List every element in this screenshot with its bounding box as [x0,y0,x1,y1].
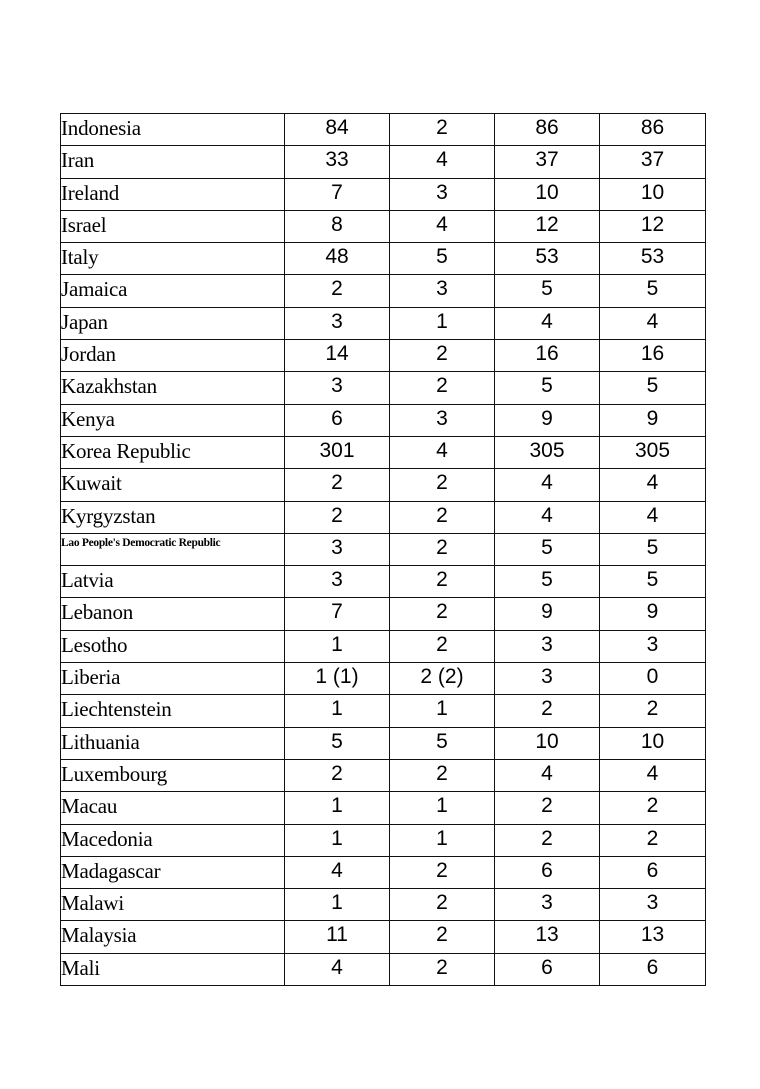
value-cell-col2: 4 [390,146,495,178]
country-cell: Korea Republic [61,436,285,468]
value-cell-col3: 10 [495,178,600,210]
table-row [61,630,706,662]
value-cell-col4: 2 [600,792,706,824]
value-cell-col3: 5 [495,533,600,565]
value-cell-col4: 305 [600,436,706,468]
value-cell-col3: 53 [495,243,600,275]
value-cell-col3: 16 [495,340,600,372]
table-row [61,210,706,242]
value-cell-col2: 4 [390,210,495,242]
value-cell-col3: 10 [495,727,600,759]
value-cell-col1: 1 [285,889,390,921]
value-cell-col1: 3 [285,372,390,404]
country-cell: Jamaica [61,275,285,307]
value-cell-col2: 2 (2) [390,663,495,695]
value-cell-col3: 2 [495,695,600,727]
value-cell-col2: 2 [390,533,495,565]
value-cell-col1: 8 [285,210,390,242]
value-cell-col1: 3 [285,533,390,565]
value-cell-col4: 9 [600,404,706,436]
value-cell-col2: 2 [390,598,495,630]
table-row [61,921,706,953]
value-cell-col4: 6 [600,856,706,888]
country-cell: Indonesia [61,114,285,146]
value-cell-col4: 12 [600,210,706,242]
country-table [60,113,706,986]
value-cell-col3: 86 [495,114,600,146]
table-row [61,178,706,210]
country-cell: Iran [61,146,285,178]
value-cell-col4: 0 [600,663,706,695]
value-cell-col4: 5 [600,372,706,404]
value-cell-col2: 4 [390,436,495,468]
table-row [61,243,706,275]
table-row [61,275,706,307]
table-row [61,566,706,598]
table-row [61,340,706,372]
value-cell-col3: 4 [495,307,600,339]
value-cell-col1: 33 [285,146,390,178]
value-cell-col3: 37 [495,146,600,178]
country-cell: Lao People's Democratic Republic [61,533,285,565]
value-cell-col4: 16 [600,340,706,372]
country-cell: Liechtenstein [61,695,285,727]
value-cell-col1: 1 [285,824,390,856]
value-cell-col2: 1 [390,792,495,824]
country-cell: Latvia [61,566,285,598]
value-cell-col4: 9 [600,598,706,630]
value-cell-col3: 5 [495,566,600,598]
value-cell-col4: 4 [600,501,706,533]
country-cell: Japan [61,307,285,339]
value-cell-col2: 2 [390,630,495,662]
value-cell-col1: 3 [285,566,390,598]
table-row [61,404,706,436]
country-cell: Lithuania [61,727,285,759]
table-row [61,114,706,146]
value-cell-col2: 5 [390,727,495,759]
country-cell: Italy [61,243,285,275]
value-cell-col1: 4 [285,953,390,985]
table-row [61,824,706,856]
table-row [61,436,706,468]
value-cell-col2: 2 [390,953,495,985]
value-cell-col4: 2 [600,695,706,727]
country-cell: Kazakhstan [61,372,285,404]
table-row [61,856,706,888]
value-cell-col4: 4 [600,759,706,791]
value-cell-col1: 2 [285,501,390,533]
value-cell-col2: 2 [390,340,495,372]
value-cell-col2: 2 [390,759,495,791]
value-cell-col4: 10 [600,727,706,759]
value-cell-col1: 4 [285,856,390,888]
table-row [61,953,706,985]
table-row [61,307,706,339]
value-cell-col3: 4 [495,501,600,533]
value-cell-col4: 37 [600,146,706,178]
value-cell-col1: 1 [285,630,390,662]
value-cell-col1: 48 [285,243,390,275]
value-cell-col4: 3 [600,630,706,662]
value-cell-col4: 5 [600,566,706,598]
value-cell-col4: 4 [600,469,706,501]
value-cell-col3: 2 [495,792,600,824]
value-cell-col2: 3 [390,178,495,210]
value-cell-col3: 6 [495,953,600,985]
value-cell-col2: 1 [390,824,495,856]
value-cell-col2: 2 [390,856,495,888]
country-cell: Malawi [61,889,285,921]
value-cell-col1: 5 [285,727,390,759]
value-cell-col2: 2 [390,501,495,533]
value-cell-col2: 3 [390,275,495,307]
country-cell: Macau [61,792,285,824]
value-cell-col1: 84 [285,114,390,146]
table-row [61,598,706,630]
value-cell-col2: 2 [390,114,495,146]
value-cell-col3: 3 [495,630,600,662]
country-cell: Malaysia [61,921,285,953]
value-cell-col2: 1 [390,695,495,727]
value-cell-col4: 5 [600,275,706,307]
country-cell: Kyrgyzstan [61,501,285,533]
value-cell-col3: 6 [495,856,600,888]
table-row [61,533,706,565]
table-body [61,114,706,986]
table-row [61,146,706,178]
value-cell-col4: 53 [600,243,706,275]
value-cell-col3: 5 [495,275,600,307]
country-cell: Macedonia [61,824,285,856]
value-cell-col2: 1 [390,307,495,339]
value-cell-col3: 5 [495,372,600,404]
value-cell-col4: 13 [600,921,706,953]
value-cell-col1: 2 [285,469,390,501]
table-row [61,469,706,501]
value-cell-col2: 2 [390,372,495,404]
value-cell-col1: 1 [285,695,390,727]
table-row [61,695,706,727]
value-cell-col4: 4 [600,307,706,339]
value-cell-col1: 3 [285,307,390,339]
value-cell-col3: 4 [495,759,600,791]
value-cell-col3: 4 [495,469,600,501]
value-cell-col3: 13 [495,921,600,953]
value-cell-col2: 2 [390,469,495,501]
value-cell-col2: 2 [390,889,495,921]
value-cell-col2: 5 [390,243,495,275]
country-cell: Jordan [61,340,285,372]
table-row [61,727,706,759]
table-row [61,372,706,404]
country-cell: Lesotho [61,630,285,662]
value-cell-col1: 2 [285,275,390,307]
value-cell-col1: 6 [285,404,390,436]
value-cell-col3: 3 [495,663,600,695]
value-cell-col4: 10 [600,178,706,210]
country-cell: Lebanon [61,598,285,630]
value-cell-col4: 86 [600,114,706,146]
value-cell-col3: 305 [495,436,600,468]
country-cell: Ireland [61,178,285,210]
country-cell: Kenya [61,404,285,436]
country-cell: Liberia [61,663,285,695]
value-cell-col3: 12 [495,210,600,242]
value-cell-col1: 11 [285,921,390,953]
value-cell-col3: 9 [495,404,600,436]
table-row [61,663,706,695]
value-cell-col4: 2 [600,824,706,856]
table-row [61,889,706,921]
value-cell-col1: 1 (1) [285,663,390,695]
country-cell: Mali [61,953,285,985]
country-cell: Israel [61,210,285,242]
value-cell-col1: 14 [285,340,390,372]
value-cell-col2: 3 [390,404,495,436]
country-cell: Kuwait [61,469,285,501]
value-cell-col1: 1 [285,792,390,824]
value-cell-col1: 7 [285,178,390,210]
value-cell-col3: 9 [495,598,600,630]
value-cell-col4: 6 [600,953,706,985]
value-cell-col1: 301 [285,436,390,468]
value-cell-col4: 3 [600,889,706,921]
table-row [61,501,706,533]
country-cell: Madagascar [61,856,285,888]
country-cell: Luxembourg [61,759,285,791]
value-cell-col1: 2 [285,759,390,791]
value-cell-col3: 2 [495,824,600,856]
value-cell-col1: 7 [285,598,390,630]
table-row [61,792,706,824]
value-cell-col2: 2 [390,921,495,953]
value-cell-col3: 3 [495,889,600,921]
value-cell-col2: 2 [390,566,495,598]
value-cell-col4: 5 [600,533,706,565]
table-row [61,759,706,791]
